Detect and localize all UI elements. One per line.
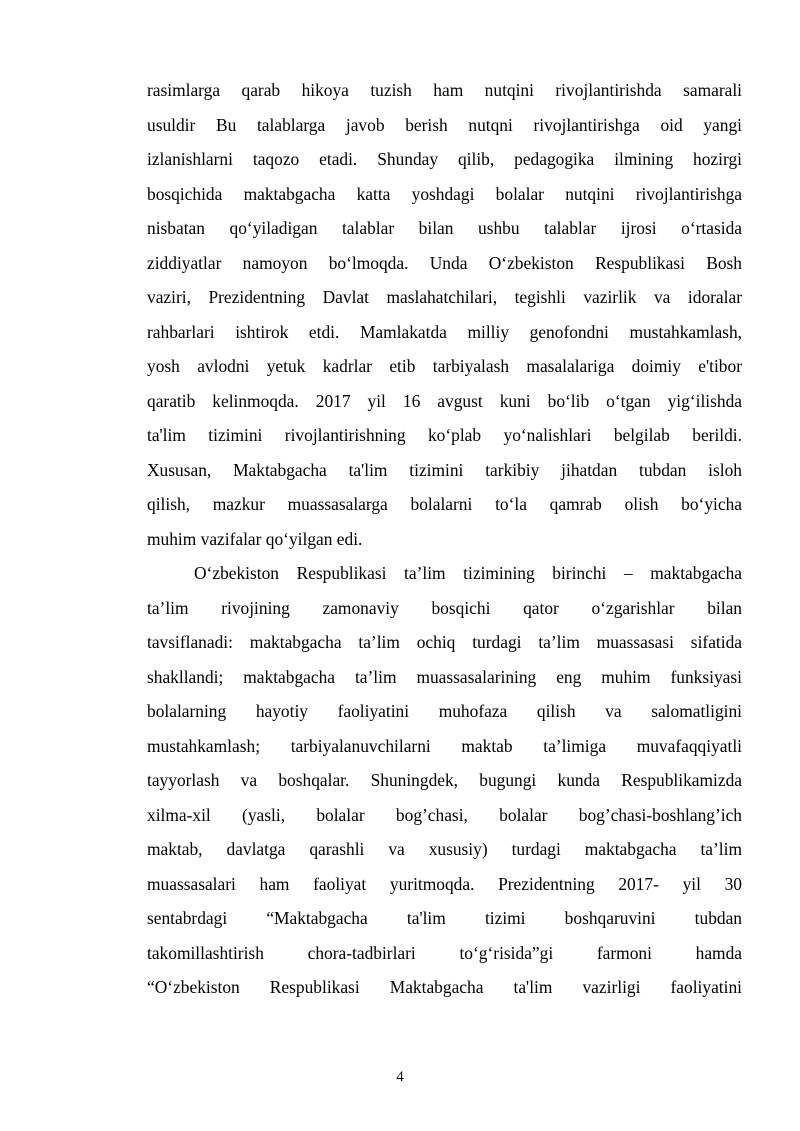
text-line: O‘zbekiston Respublikasi ta’lim tizimining birinchi – maktabgacha [194,563,742,583]
text-line: tayyorlash va boshqalar. Shuningdek, bugungi kunda Respublikamizda [147,770,742,790]
text-line: maktab, davlatga qarashli va xususiy) turdagi maktabgacha ta’lim [147,839,742,859]
page-number: 4 [396,1069,404,1085]
text-line: “O‘zbekiston Respublikasi Maktabgacha ta'lim vazirligi faoliyatini [147,977,742,997]
body-text [147,73,742,1005]
text-line: sentabrdagi “Maktabgacha ta'lim tizimi boshqaruvini tubdan [147,908,742,928]
text-line: bolalarning hayotiy faoliyatini muhofaza qilish va salomatligini [147,701,742,721]
text-line: xilma-xil (yasli, bolalar bog’chasi, bolalar bog’chasi-boshlang’ich [147,804,742,825]
text-line: mustahkamlash; tarbiyalanuvchilarni maktab ta’limiga muvafaqqiyatli [147,735,742,756]
text-line: qaratib kelinmoqda. 2017 yil 16 avgust kuni bo‘lib o‘tgan yig‘ilishda [147,390,742,411]
text-line: muassasalari ham faoliyat yuritmoqda. Prezidentning 2017- yil 30 [147,873,742,894]
paragraph-1 [147,73,742,556]
text-line: shakllandi; maktabgacha ta’lim muassasalarining eng muhim funksiyasi [147,666,742,687]
text-line: ziddiyatlar namoyon bo‘lmoqda. Unda O‘zbekiston Respublikasi Bosh [147,252,742,273]
text-line: izlanishlarni taqozo etadi. Shunday qilib, pedagogika ilmining hozirgi [147,149,742,169]
text-line: ta'lim tizimini rivojlantirishning ko‘plab yo‘nalishlari belgilab berildi. [147,425,742,445]
text-line: yosh avlodni yetuk kadrlar etib tarbiyalash masalalariga doimiy e'tibor [147,356,742,376]
text-line: bosqichida maktabgacha katta yoshdagi bolalar nutqini rivojlantirishga [147,183,742,204]
text-line: nisbatan qo‘yiladigan talablar bilan ushbu talablar ijrosi o‘rtasida [147,218,742,238]
text-line: tavsiflanadi: maktabgacha ta’lim ochiq turdagi ta’lim muassasasi sifatida [147,632,742,652]
text-line: ta’lim rivojining zamonaviy bosqichi qator o‘zgarishlar bilan [147,597,742,618]
paragraph-2 [147,556,742,1005]
text-line: muhim vazifalar qo‘yilgan edi. [147,528,363,549]
text-line: usuldir Bu talablarga javob berish nutqni rivojlantirishga oid yangi [147,114,742,135]
text-line: rahbarlari ishtirok etdi. Mamlakatda milliy genofondni mustahkamlash, [147,321,742,342]
text-line: takomillashtirish chora-tadbirlari to‘g‘risida”gi farmoni hamda [147,942,742,963]
text-line: Xususan, Maktabgacha ta'lim tizimini tarkibiy jihatdan tubdan isloh [147,459,742,480]
text-line: rasimlarga qarab hikoya tuzish ham nutqini rivojlantirishda samarali [147,80,742,100]
text-line: vaziri, Prezidentning Davlat maslahatchilari, tegishli vazirlik va idoralar [147,287,742,307]
text-line: qilish, mazkur muassasalarga bolalarni to‘la qamrab olish bo‘yicha [147,494,742,514]
